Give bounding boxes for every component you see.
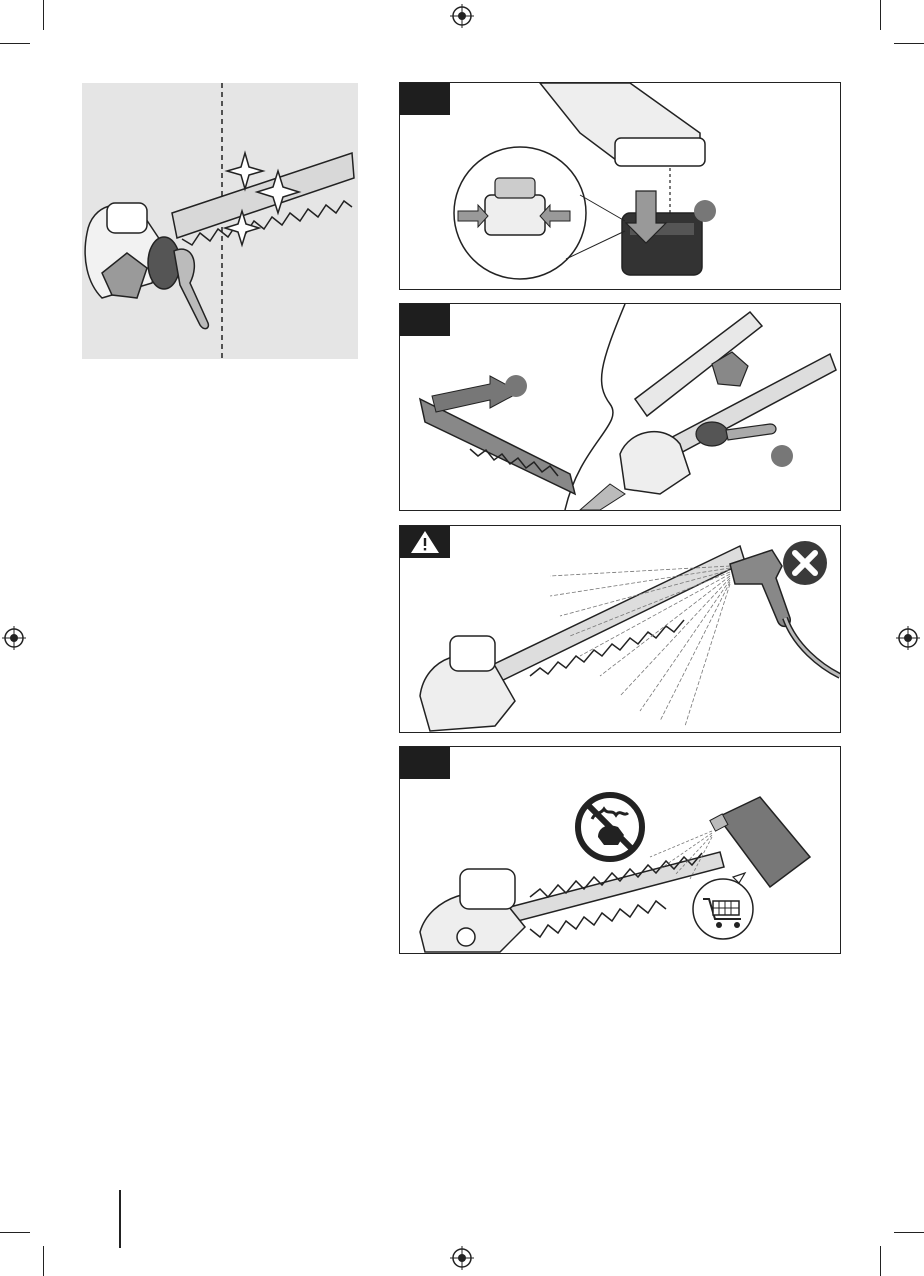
registration-mark-icon (2, 626, 26, 650)
lubricate-blades-panel (399, 746, 841, 954)
panel-tab (400, 526, 450, 558)
crop-mark-top-left-v (43, 0, 44, 30)
no-water-illustration (400, 526, 840, 732)
crop-mark-bottom-right-v (880, 1246, 881, 1276)
blade-cover-panel (399, 303, 841, 511)
no-water-hand-icon (574, 791, 646, 863)
blade-cover-illustration (400, 304, 840, 510)
panel-tab (400, 747, 450, 779)
registration-mark-icon (896, 626, 920, 650)
prohibited-x-icon (782, 540, 828, 586)
warning-triangle-icon (400, 526, 450, 558)
crop-mark-bottom-left-v (43, 1246, 44, 1276)
crop-mark-bottom-left-h (0, 1232, 30, 1233)
crop-mark-top-right-v (880, 0, 881, 30)
battery-removal-illustration (400, 83, 840, 289)
registration-mark-icon (450, 4, 474, 28)
crop-mark-top-right-h (894, 43, 924, 44)
panel-tab (400, 304, 450, 336)
crop-mark-top-left-h (0, 43, 30, 44)
no-water-warning-panel (399, 525, 841, 733)
crop-mark-bottom-right-h (894, 1232, 924, 1233)
panel-tab (400, 83, 450, 115)
page-edge-bar (119, 1190, 121, 1248)
battery-removal-panel (399, 82, 841, 290)
clean-overview-illustration (82, 83, 358, 359)
shopping-cart-icon (687, 869, 759, 941)
registration-mark-icon (450, 1246, 474, 1270)
clean-overview-panel (82, 83, 358, 359)
